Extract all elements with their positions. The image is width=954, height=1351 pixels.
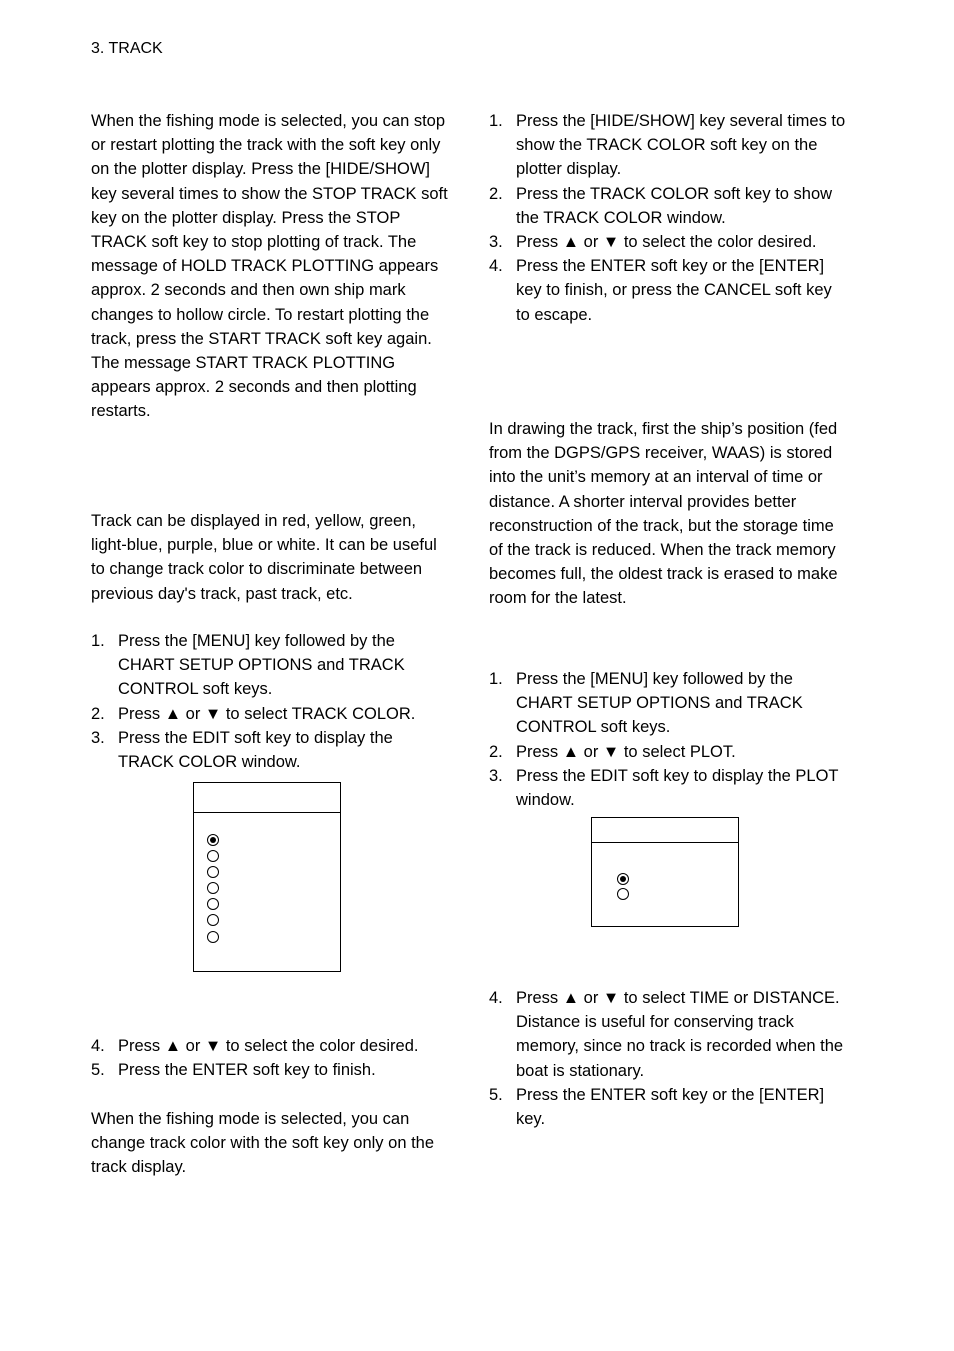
plot-window-title	[592, 818, 738, 843]
radio-option-5[interactable]	[207, 898, 219, 910]
radio-option-3[interactable]	[207, 866, 219, 878]
list-item: 1. Press the [HIDE/SHOW] key several times to show the TRACK COLOR soft key on the plotter display.	[489, 112, 846, 179]
radio-option-1[interactable]	[617, 873, 629, 885]
radio-option-7[interactable]	[207, 931, 219, 943]
radio-option-6[interactable]	[207, 914, 219, 926]
plot-steps-list	[489, 667, 849, 812]
list-item: 3. Press ▲ or ▼ to select the color desired.	[489, 233, 817, 252]
list-item: 2. Press ▲ or ▼ to select PLOT.	[489, 742, 736, 761]
plot-steps-list-continued	[489, 986, 849, 1131]
list-item: 4. Press the ENTER soft key or the [ENTER] key to finish, or press the CANCEL soft key to escape.	[489, 257, 832, 324]
list-item: 3. Press the EDIT soft key to display the PLOT window.	[489, 766, 839, 810]
plot-window	[591, 817, 739, 927]
list-item: 2. Press ▲ or ▼ to select TRACK COLOR.	[91, 704, 416, 723]
plot-intro-paragraph: In drawing the track, first the ship’s position (fed from the DGPS/GPS receiver, WAAS) is stored into the unit’s memory at an interval of time or distance. A shorter interval provides better reconstruction of the track, but the storage time of the track is reduced. When the track memory becomes full, the oldest track is erased to make room for the latest.	[489, 420, 838, 608]
track-color-window-title	[194, 783, 340, 813]
radio-option-2[interactable]	[617, 888, 629, 900]
track-color-steps-list	[91, 629, 451, 774]
track-color-intro-paragraph: Track can be displayed in red, yellow, green, light-blue, purple, blue or white. It can be useful to change track color to discriminate between previous day's track, past track, etc.	[91, 512, 437, 603]
list-item: 4. Press ▲ or ▼ to select the color desired.	[91, 1037, 419, 1055]
fishing-color-note-paragraph: When the fishing mode is selected, you can change track color with the soft key only on the track display.	[91, 1110, 435, 1177]
list-item: 1. Press the [MENU] key followed by the CHART SETUP OPTIONS and TRACK CONTROL soft keys.	[489, 670, 803, 737]
radio-option-1[interactable]	[207, 834, 219, 846]
track-color-steps-list-continued	[91, 1034, 451, 1082]
radio-option-2[interactable]	[207, 850, 219, 862]
list-item: 5. Press the ENTER soft key or the [ENTER] key.	[489, 1085, 825, 1129]
list-item: 2. Press the TRACK COLOR soft key to show the TRACK COLOR window.	[489, 184, 833, 227]
list-item: 3. Press the EDIT soft key to display the TRACK COLOR window.	[91, 728, 393, 772]
fishing-stop-restart-paragraph: When the fishing mode is selected, you can stop or restart plotting the track with the soft key only on the plotter display. Press the [HIDE/SHOW] key several times to show the STOP TRACK soft key on the plotter display. Press the STOP TRACK soft key to stop plotting of track. The message of HOLD TRACK PLOTTING appears approx. 2 seconds and then own ship mark changes to hollow circle. To restart plotting the track, press the START TRACK soft key again. The message START TRACK PLOTTING appears approx. 2 seconds and then plotting restarts.	[91, 112, 448, 421]
list-item: 4. Press ▲ or ▼ to select TIME or DISTANCE. Distance is useful for conserving track memory, since no track is recorded when the boat is stationary.	[489, 989, 844, 1080]
fishing-color-steps-list	[489, 109, 849, 327]
section-header: 3. TRACK	[91, 40, 163, 57]
list-item: 5. Press the ENTER soft key to finish.	[91, 1061, 376, 1080]
track-color-window	[193, 782, 341, 972]
list-item: 1. Press the [MENU] key followed by the CHART SETUP OPTIONS and TRACK CONTROL soft keys.	[91, 632, 405, 699]
radio-option-4[interactable]	[207, 882, 219, 894]
